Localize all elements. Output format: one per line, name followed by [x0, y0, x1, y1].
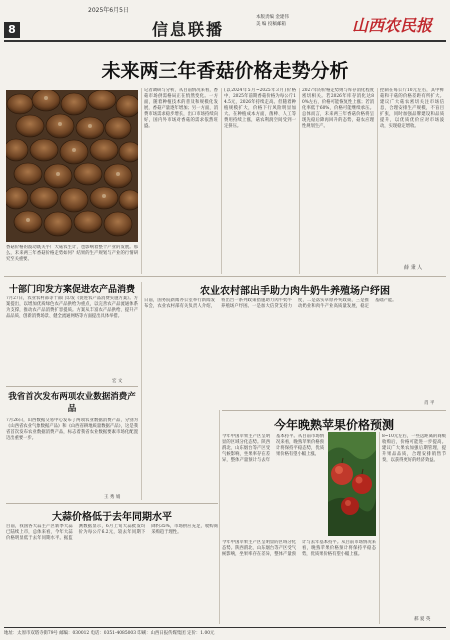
masthead-rule [4, 40, 446, 42]
article-title-apple-price: 今年晚熟苹果价格预测 [273, 418, 394, 432]
page-number-badge: 8 [4, 22, 20, 38]
article-body-cattle-relief: 日前，国务院新闻办公室举行新闻发布会，农业农村部有关负责人介绍，将出台一系列政策措施助力肉牛奶牛养殖场户纾困。一是加大信贷支持力度，二是落实草原补奖政策，三是推动奶业和肉牛产业高质量发展，稳定基础产能。 [144, 298, 397, 309]
apple-photo [328, 432, 376, 536]
article-title-cattle-relief: 农业农村部出手助力肉牛奶牛养殖场户纾困 [200, 286, 390, 297]
article-body-10-departments: 7月27日，农业农村部等十部门印发《促进农产品消费实施方案》。方案提出，以增加优质绿色农产品供给为重点，以完善农产品流通体系为支撑，推动农产品消费扩容提质。方案从丰富农产品供给、提升产品品质、创新消费场景、健全流通网络等方面提出具体举措。 [6, 296, 138, 319]
article-author: 郝 爱 英 [414, 617, 431, 622]
article-body-apple-price: 今年中国苹果主产区呈明显的区域分化态势。陕西渭北、山东烟台等产区受气候影响，坐果率存在差异，整体产量预计与去年基本持平。从目前市场情况来看，晚熟苹果价格预计将保持平稳态势，优质果价格有望小幅上涨。 [222, 434, 324, 463]
footer-rule [4, 627, 446, 628]
column-divider [219, 410, 220, 624]
article-rule [6, 503, 218, 504]
column-divider [221, 88, 222, 274]
section-title: 信息联播 [152, 20, 225, 39]
article-author: 王 秀 娟 [104, 495, 121, 500]
issue-date: 2025年6月5日 [88, 7, 129, 14]
article-rule [222, 410, 446, 411]
main-column-2: (以2024年5月~2025年3月)价格中，2025年前期香菇价格为每公斤14.5元，2026年持续走高。但随着种植规模扩大，价格下行风险明显加大。在种植成本方面，菌棒、人工等费用持续上涨，菇农利润空间受到一定挤压。 [224, 88, 296, 129]
article-title-data-products: 我省首次发布两项农业数据消费产品 [8, 392, 136, 414]
newspaper-logo: 山西农民报 [352, 16, 433, 35]
column-divider [299, 88, 300, 274]
editor-info [256, 14, 344, 28]
editor-line-2: 美 编 投稿邮箱 [256, 22, 286, 27]
column-divider [141, 88, 142, 274]
article-rule [6, 386, 138, 387]
section-rule [4, 276, 446, 277]
article-author: 肖 平 [424, 401, 435, 406]
main-author: 薛 秉 人 [404, 265, 423, 271]
main-column-4: 控制在每公斤10元左右，其中鲜菇和干菇的价格差距有所扩大。建议广大菇农密切关注市场信息，合理安排生产规模，不盲目扩张，同时加强品牌建设和品质提升，以优质优价应对市场波动，实现稳定增收。 [380, 88, 444, 129]
article-body-garlic-price: 目前，我国各大蒜主产区新季大蒜已陆续上市，总体来看，今年大蒜价格明显低于去年同期水平。据监测数据显示，6月上旬大蒜批发均价为每公斤6.2元，较去年同期下降约35%，市场供应充足，收购商采购趋于理性。 [6, 524, 218, 541]
column-divider [141, 282, 142, 500]
article-body-data-products: 7月26日，山西数据交易中心发布了两项农业数据消费产品，分别为《山西省农业气象数据产品》和《山西省耕地质量数据产品》，这是我省首次发布农业数据消费产品，标志着我省农业数据要素市场化配置迈出重要一步。 [6, 418, 138, 441]
footer-info: 地址：太原市双塔寺街79号 邮编：030012 电话：0351-4085003 印刷：山西日报传媒集团 定价：1.00元 [4, 631, 215, 636]
main-column-1: 记者调研与分析，从目前情况来看，香菇市场供需格局正在悄然变化。一方面，随着种植技术的普及和规模化发展，香菇产量逐年增加；另一方面，消费市场需求稳步增长，出口市场持续向好，国内外市场对香菇的需求依然旺盛。 [144, 88, 218, 129]
article-title-garlic-price: 大蒜价格低于去年同期水平 [52, 512, 172, 523]
editor-line-1: 本版责编 金建伟 [256, 15, 289, 20]
main-column-3: 2027年的价格走势则与库存消化程度密切相关。若2026年库存消化达80%左右，价格可能恢复性上涨；若消化率低于60%，价格可能继续承压。总体而言，未来两三年香菇价格将呈现先稳后降再回升的态势，菇农应理性规划生产。 [302, 88, 374, 129]
article-title-10-departments: 十部门印发方案促进农产品消费 [8, 285, 135, 295]
mushroom-photo [6, 90, 138, 242]
photo-caption: 香菇价格的波动既关乎广大菇农生计，也影响着整个产业的发展。那么，未来两三年香菇价格走势如何？结果的生产规划与产业的行情研究至关重要。 [6, 245, 138, 262]
article-author: 宏 文 [112, 379, 123, 384]
main-headline: 未来两三年香菇价格走势分析 [101, 60, 349, 82]
article-body-apple-price-2: 今年中国苹果主产区呈明显的区域分化态势。陕西渭北、山东烟台等产区受气候影响，坐果率存在差异，整体产量预计与去年基本持平。从目前市场情况来看，晚熟苹果价格预计将保持平稳态势，优质果价格有望小幅上涨。 [222, 540, 376, 557]
column-divider [377, 88, 378, 274]
article-body-apple-price-3: 8~10元左右，一些远距离的商贩收购后，价格可能进一步提高。建议广大果农加强后期管理，提升果品品质，合理安排销售节奏，以获得更好的经济效益。 [382, 434, 446, 463]
column-divider [379, 432, 380, 624]
masthead [0, 0, 450, 46]
